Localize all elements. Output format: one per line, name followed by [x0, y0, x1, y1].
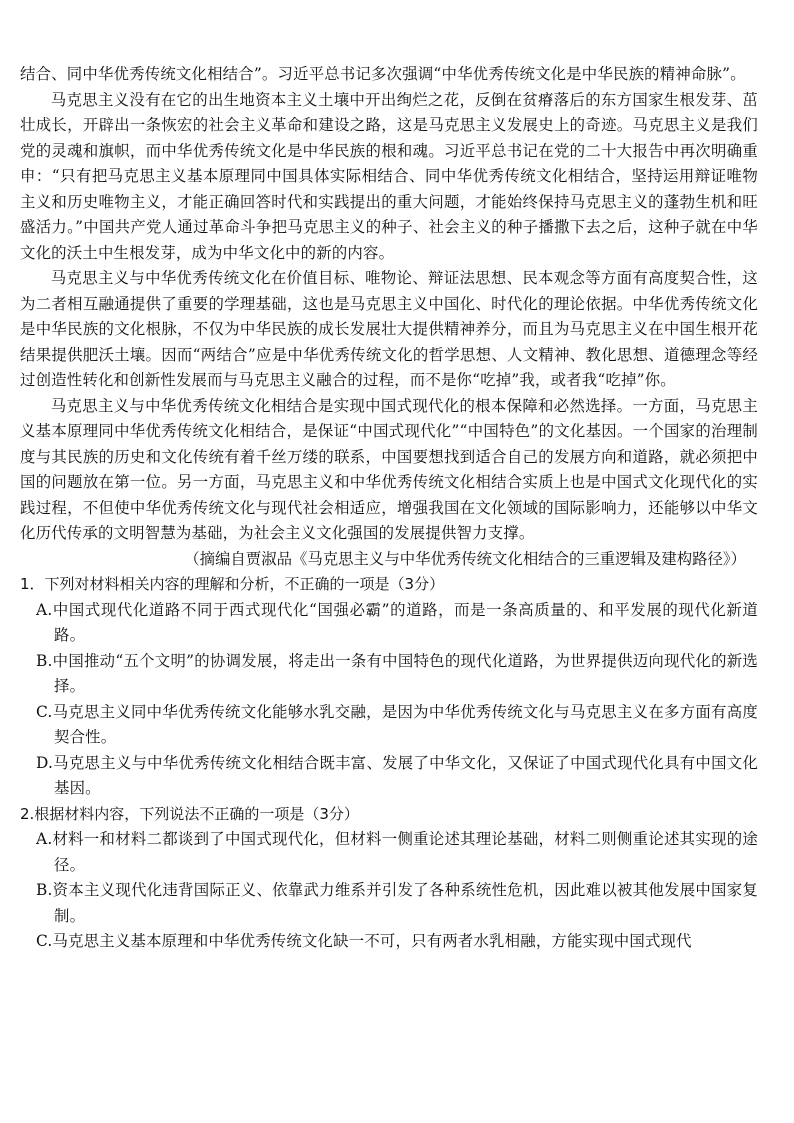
passage-source: （摘编自贾淑品《马克思主义与中华优秀传统文化相结合的三重逻辑及建构路径》） — [184, 549, 746, 568]
question-2 — [20, 802, 758, 955]
passage-paragraph-3: 马克思主义与中华优秀传统文化在价值目标、唯物论、辩证法思想、民本观念等方面有高度契合性，这为二者相互融通提供了重要的学理基础，这也是马克思主义中国化、时代化的理论依据。中华优秀传统文化是中华民族的文化根脉，不仅为中华民族的成长发展壮大提供精神养分，而且为马克思主义在中国生根开花结果提供肥沃土壤。因而“两结合”应是中华优秀传统文化的哲学思想、人文精神、教化思想、道德理念等经过创造性转化和创新性发展而与马克思主义融合的过程，而不是你“吃掉”我，或者我“吃掉”你。 — [20, 269, 758, 389]
reading-passage — [20, 62, 758, 547]
option-c: C.马克思主义基本原理和中华优秀传统文化缺一不可，只有两者水乳相融，方能实现中国式现代 — [36, 932, 692, 950]
option-a: A.中国式现代化道路不同于西式现代化“国强必霸”的道路，而是一条高质量的、和平发展的现代化新道路。 — [36, 600, 758, 644]
option-d: D.马克思主义与中华优秀传统文化相结合既丰富、发展了中华文化，又保证了中国式现代化具有中国文化基因。 — [36, 753, 758, 797]
question-1 — [20, 572, 758, 802]
question-stem: 1．下列对材料相关内容的理解和分析，不正确的一项是（3分） — [20, 575, 445, 593]
option-b: B.资本主义现代化违背国际正义、依靠武力维系并引发了各种系统性危机，因此难以被其他发展中国家复制。 — [36, 881, 758, 925]
option-a: A.材料一和材料二都谈到了中国式现代化，但材料一侧重论述其理论基础，材料二则侧重论述其实现的途径。 — [36, 830, 758, 874]
option-c: C.马克思主义同中华优秀传统文化能够水乳交融，是因为中华优秀传统文化与马克思主义在多方面有高度契合性。 — [36, 702, 758, 746]
passage-paragraph-2: 马克思主义没有在它的出生地资本主义土壤中开出绚烂之花，反倒在贫瘠落后的东方国家生根发芽、茁壮成长，开辟出一条恢宏的社会主义革命和建设之路，这是马克思主义发展史上的奇迹。马克思主义是我们党的灵魂和旗帜，而中华优秀传统文化是中华民族的根和魂。习近平总书记在党的二十大报告中再次明确重申：“只有把马克思主义基本原理同中国具体实际相结合、同中华优秀传统文化相结合，坚持运用辩证唯物主义和历史唯物主义，才能正确回答时代和实践提出的重大问题，才能始终保持马克思主义的蓬勃生机和旺盛活力。”中国共产党人通过革命斗争把马克思主义的种子、社会主义的种子播撒下去之后，这种子就在中华文化的沃土中生根发芽，成为中华文化中的新的内容。 — [20, 90, 758, 262]
option-b: B.中国推动“五个文明”的协调发展，将走出一条有中国特色的现代化道路，为世界提供迈向现代化的新选择。 — [36, 651, 758, 695]
question-stem: 2.根据材料内容，下列说法不正确的一项是（3分） — [20, 804, 359, 823]
passage-paragraph-4: 马克思主义与中华优秀传统文化相结合是实现中国式现代化的根本保障和必然选择。一方面，马克思主义基本原理同中华优秀传统文化相结合，是保证“中国式现代化”“中国特色”的文化基因。一个国家的治理制度与其民族的历史和文化传统有着千丝万缕的联系，中国要想找到适合自己的发展方向和道路，就必须把中国的问题放在第一位。另一方面，马克思主义和中华优秀传统文化相结合实质上也是中国式文化现代化的实践过程，不但使中华优秀传统文化与现代社会相适应，增强我国在文化领域的国际影响力，还能够以中华文化历代传承的文明智慧为基础，为社会主义文化强国的发展提供智力支撑。 — [20, 396, 758, 542]
passage-paragraph-1: 结合、同中华优秀传统文化相结合”。习近平总书记多次强调“中华优秀传统文化是中华民族的精神命脉”。 — [20, 65, 746, 83]
